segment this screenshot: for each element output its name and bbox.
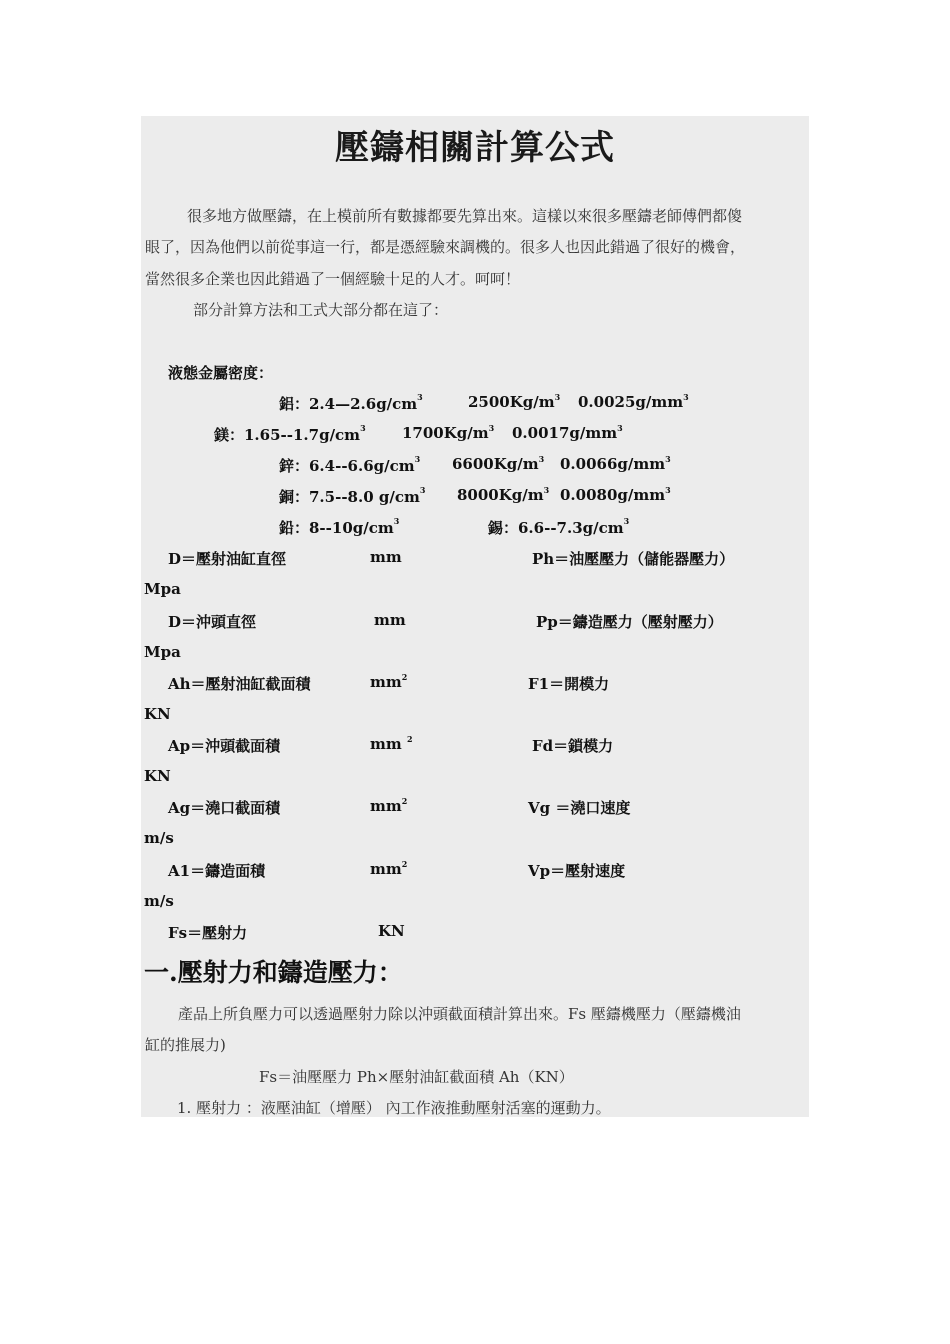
density-magnesium-range: 鎂：$1.65--1.7g/cm^3$ [214,423,366,444]
var-left-unit: mm [374,611,406,629]
density-lead-range: 鉛：$8--10g/cm^3$ [279,516,400,537]
var-left: D＝沖頭直徑 [168,613,257,631]
density-copper-kg: $8000Kg/m^3$ [457,485,550,504]
density-tin-range: 錫：$6.6--7.3g/cm^3$ [488,516,630,537]
var-right: Vp＝壓射速度 [528,862,626,880]
density-copper-mm: $0.0080g/mm^3$ [560,485,671,504]
var-left: Ap＝沖頭截面積 [168,737,281,755]
density-magnesium-kg: $1700Kg/m^3$ [402,423,495,442]
var-left-unit: $mm^2$ [370,859,408,878]
var-left: Fs＝壓射力 [168,924,248,942]
list-item: 1. 壓射力 ：液壓油缸（增壓） 內工作液推動壓射活塞的運動力。 [177,1099,611,1117]
var-left-unit: $mm^2$ [370,796,408,815]
var-right-unit: Mpa [144,580,181,598]
density-aluminum-range: 鋁：$2.4—2.6g/cm^3$ [279,392,423,413]
var-left-unit: mm $^2$ [370,734,413,753]
var-right: Fd＝鎖模力 [532,737,614,755]
var-right-unit: KN [144,705,171,723]
section-para-line: 產品上所負壓力可以透過壓射力除以沖頭截面積計算出來。Fs 壓鑄機壓力（壓鑄機油 [178,1005,741,1023]
density-zinc-kg: $6600Kg/m^3$ [452,454,545,473]
density-zinc-mm: $0.0066g/mm^3$ [560,454,671,473]
section-heading: 一.壓射力和鑄造壓力： [144,958,403,987]
var-right: Pp＝鑄造壓力（壓射壓力） [536,613,723,631]
var-right-unit: Mpa [144,643,181,661]
density-magnesium-mm: $0.0017g/mm^3$ [512,423,623,442]
density-aluminum-mm: $0.0025g/mm^3$ [578,392,689,411]
formula: Fs＝油壓壓力 Ph×壓射油缸截面積 Ah（KN） [259,1068,574,1086]
var-left: Ah＝壓射油缸截面積 [168,675,311,693]
intro-line: 眼了，因為他們以前從事這一行，都是憑經驗來調機的。很多人也因此錯過了很好的機會， [145,238,746,256]
var-left-unit: $mm^2$ [370,672,408,691]
var-right: Ph＝油壓壓力（儲能器壓力） [532,550,735,568]
intro-line: 很多地方做壓鑄，在上模前所有數據都要先算出來。這樣以來很多壓鑄老師傅們都傻 [187,207,743,225]
var-right-unit: m/s [144,892,174,910]
var-left: Ag＝澆口截面積 [168,799,281,817]
var-right-unit: m/s [144,829,174,847]
var-right: F1＝開模力 [528,675,610,693]
density-copper-range: 銅：7.5--8.0 $g/cm^3$ [279,485,426,506]
var-left: A1＝鑄造面積 [168,862,266,880]
section-para-line: 缸的推展力) [145,1036,226,1054]
var-left: D＝壓射油缸直徑 [168,550,287,568]
density-heading: 液態金屬密度： [168,364,274,382]
var-left-unit: KN [378,922,405,940]
var-right-unit: KN [144,767,171,785]
density-zinc-range: 鋅：$6.4--6.6g/cm^3$ [279,454,421,475]
var-left-unit: mm [370,548,402,566]
intro-line: 部分計算方法和工式大部分都在這了： [193,301,449,319]
var-right: Vg ＝澆口速度 [528,799,631,817]
density-aluminum-kg: $2500Kg/m^3$ [468,392,561,411]
intro-line: 當然很多企業也因此錯過了一個經驗十足的人才。呵呵！ [145,270,521,288]
document-title: 壓鑄相關計算公式 [335,128,615,168]
